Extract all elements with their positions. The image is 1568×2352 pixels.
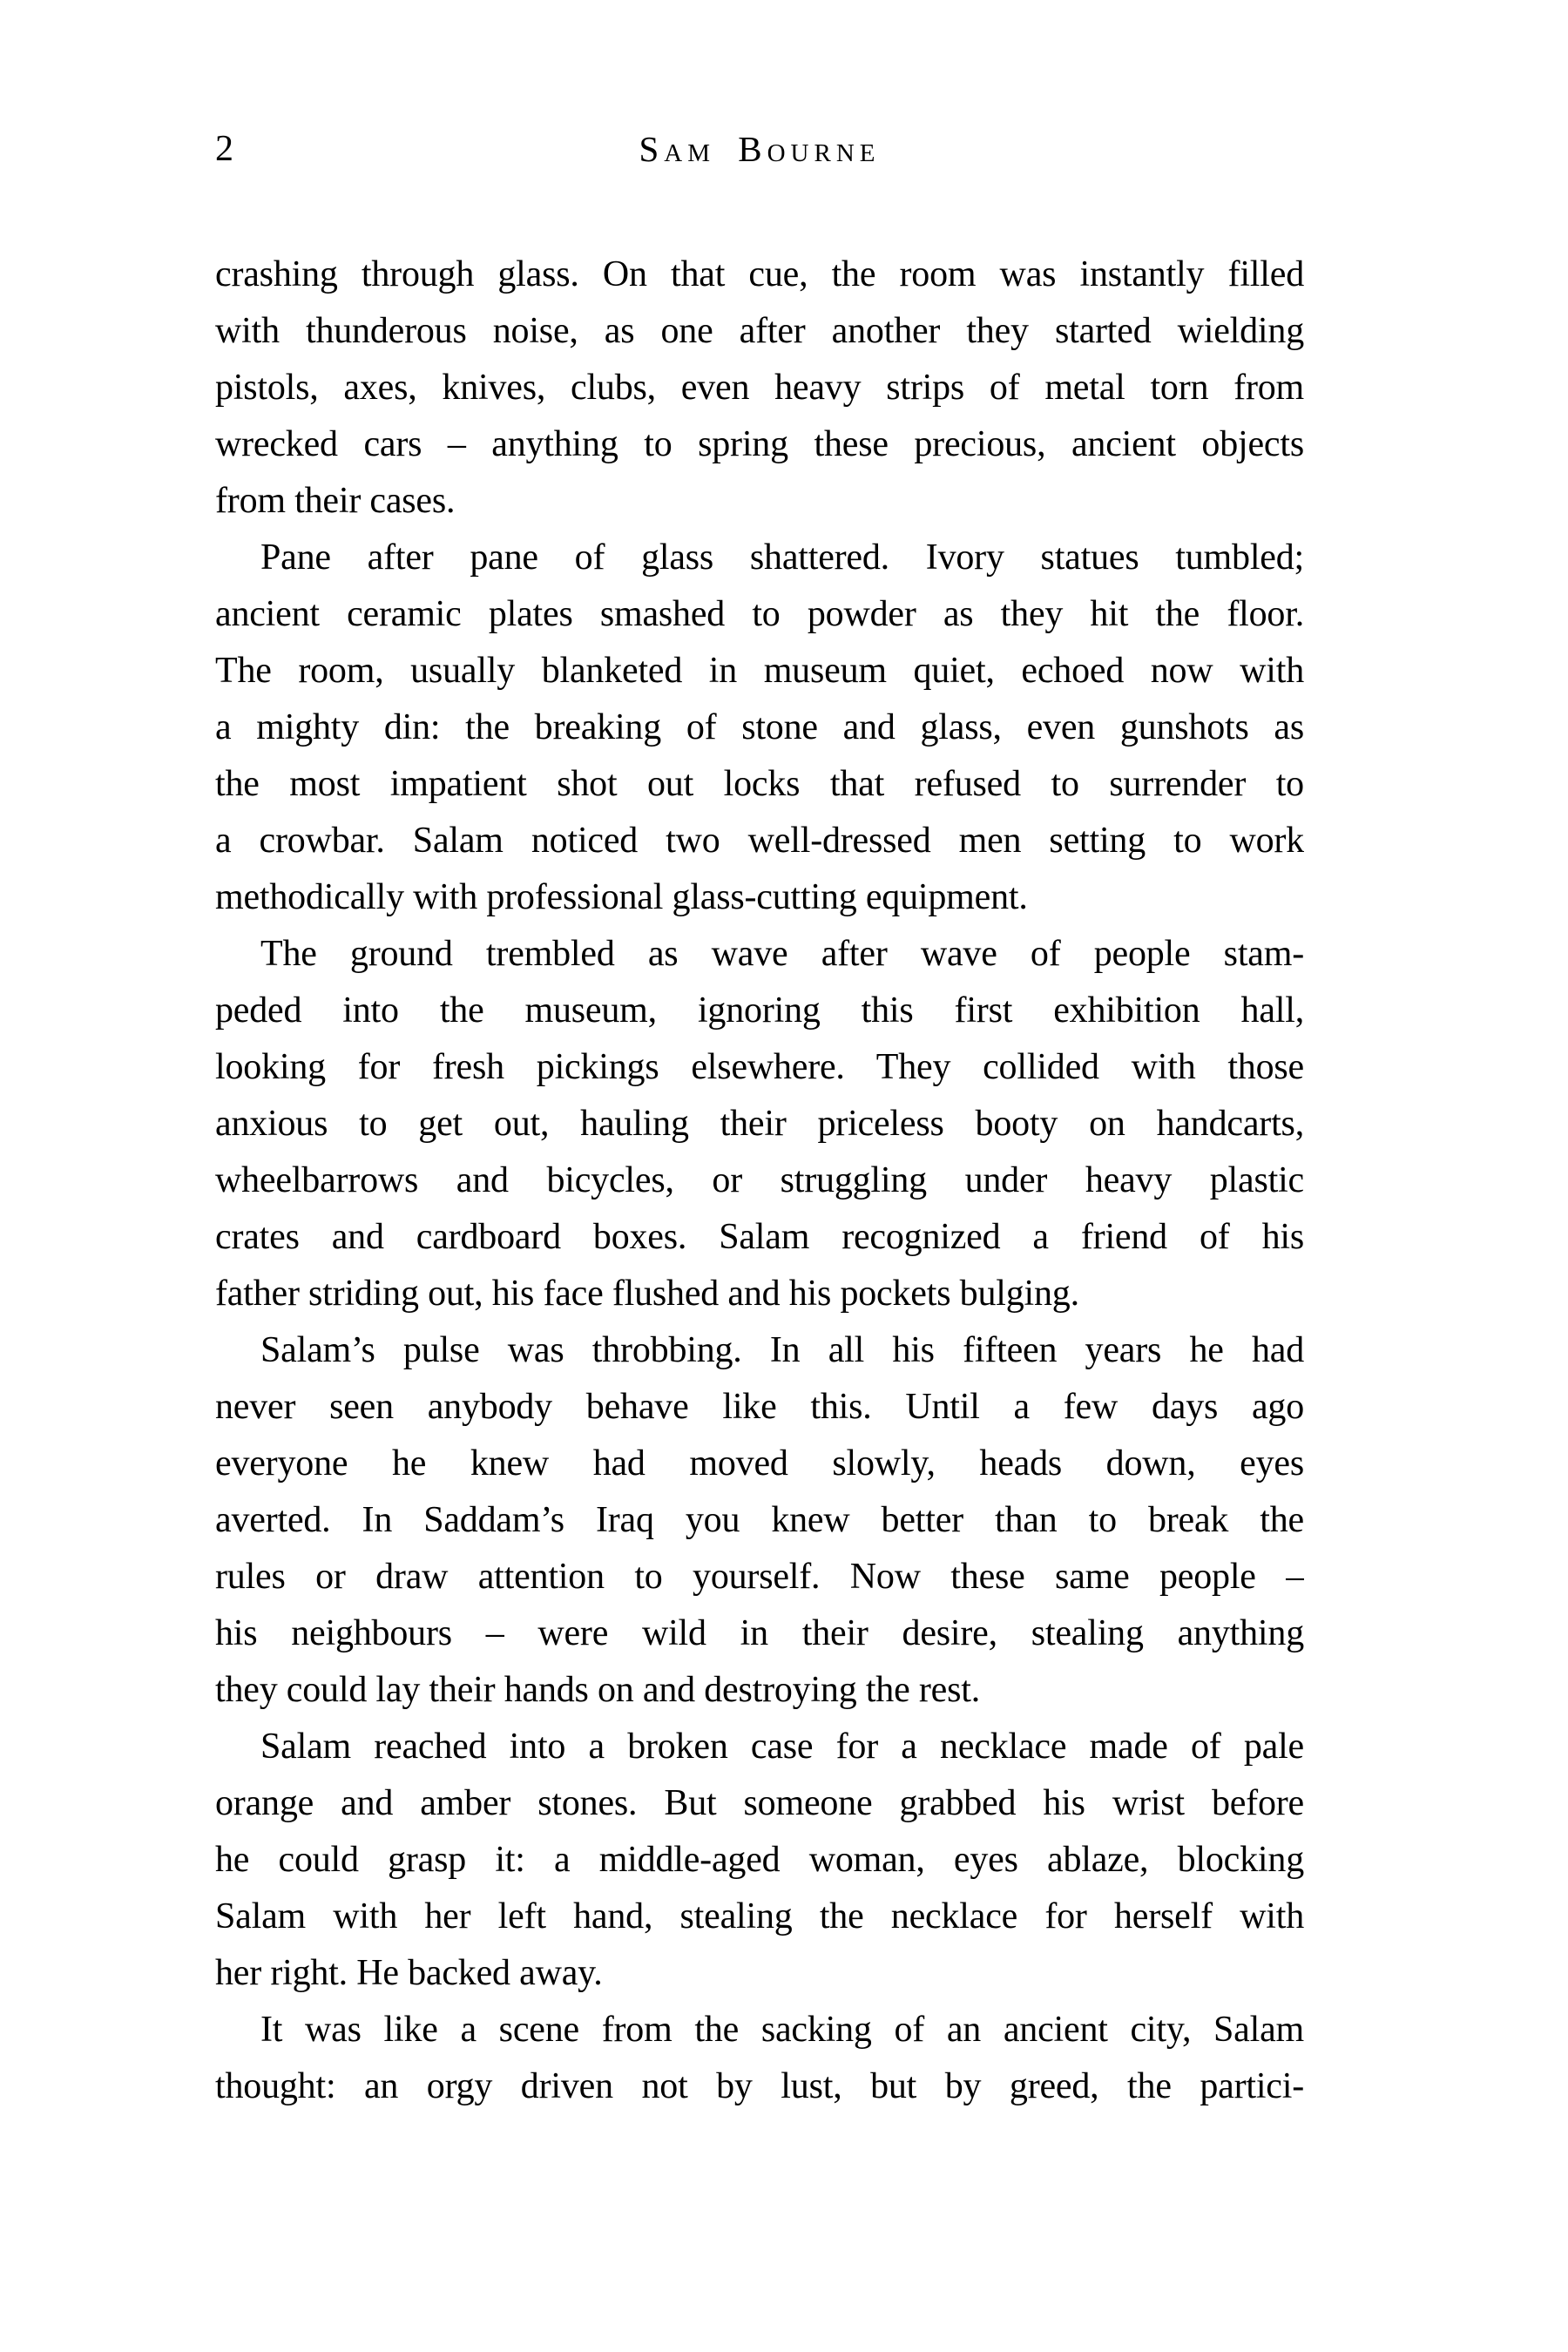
text-line: father striding out, his face flushed and his pockets bulging. [215,1274,1079,1314]
text-line: a mighty din: the breaking of stone and glass, even gunshots as [215,707,1304,747]
text-line: they could lay their hands on and destroying the rest. [215,1670,980,1710]
page-number: 2 [215,129,233,169]
text-line: Pane after pane of glass shattered. Ivory statues tumbled; [260,537,1304,578]
paragraph [215,247,1304,530]
text-line: It was like a scene from the sacking of an ancient city, Salam [260,2010,1304,2050]
text-line: Salam’s pulse was throbbing. In all his fifteen years he had [260,1330,1304,1370]
text-line: anxious to get out, hauling their priceless booty on handcarts, [215,1104,1304,1144]
page-header [215,127,1304,171]
text-line: her right. He backed away. [215,1953,603,1993]
text-line: pistols, axes, knives, clubs, even heavy strips of metal torn from [215,368,1304,408]
text-line: crashing through glass. On that cue, the room was instantly filled [215,254,1304,294]
text-line: rules or draw attention to yourself. Now these same people – [215,1557,1304,1597]
text-line: a crowbar. Salam noticed two well-dressed men setting to work [215,821,1304,861]
text-line: The room, usually blanketed in museum quiet, echoed now with [215,651,1304,691]
text-line: averted. In Saddam’s Iraq you knew better than to break the [215,1500,1304,1540]
paragraph [215,1719,1304,2002]
text-line: methodically with professional glass-cutting equipment. [215,877,1028,917]
text-line: crates and cardboard boxes. Salam recognized a friend of his [215,1217,1304,1257]
text-line: ancient ceramic plates smashed to powder as they hit the floor. [215,594,1304,634]
paragraph [215,530,1304,926]
paragraph [215,926,1304,1322]
text-line: orange and amber stones. But someone grabbed his wrist before [215,1783,1304,1823]
text-line: his neighbours – were wild in their desire, stealing anything [215,1613,1304,1653]
text-block [215,247,1304,2115]
text-line: everyone he knew had moved slowly, heads down, eyes [215,1443,1304,1484]
text-line: The ground trembled as wave after wave of people stam- [260,934,1304,974]
text-line: Salam with her left hand, stealing the necklace for herself with [215,1896,1304,1936]
text-line: Salam reached into a broken case for a necklace made of pale [260,1727,1304,1767]
text-line: looking for fresh pickings elsewhere. They collided with those [215,1047,1304,1087]
text-line: never seen anybody behave like this. Until a few days ago [215,1387,1304,1427]
text-line: wrecked cars – anything to spring these precious, ancient objects [215,424,1304,464]
running-head: Sam Bourne [639,129,881,169]
text-line: he could grasp it: a middle-aged woman, eyes ablaze, blocking [215,1840,1304,1880]
paragraph [215,1322,1304,1719]
text-line: thought: an orgy driven not by lust, but by greed, the partici- [215,2066,1304,2106]
text-line: the most impatient shot out locks that refused to surrender to [215,764,1304,804]
text-line: wheelbarrows and bicycles, or struggling under heavy plastic [215,1160,1304,1200]
paragraph [215,2002,1304,2115]
text-line: with thunderous noise, as one after another they started wielding [215,311,1304,351]
text-line: peded into the museum, ignoring this first exhibition hall, [215,990,1304,1031]
text-line: from their cases. [215,481,456,521]
